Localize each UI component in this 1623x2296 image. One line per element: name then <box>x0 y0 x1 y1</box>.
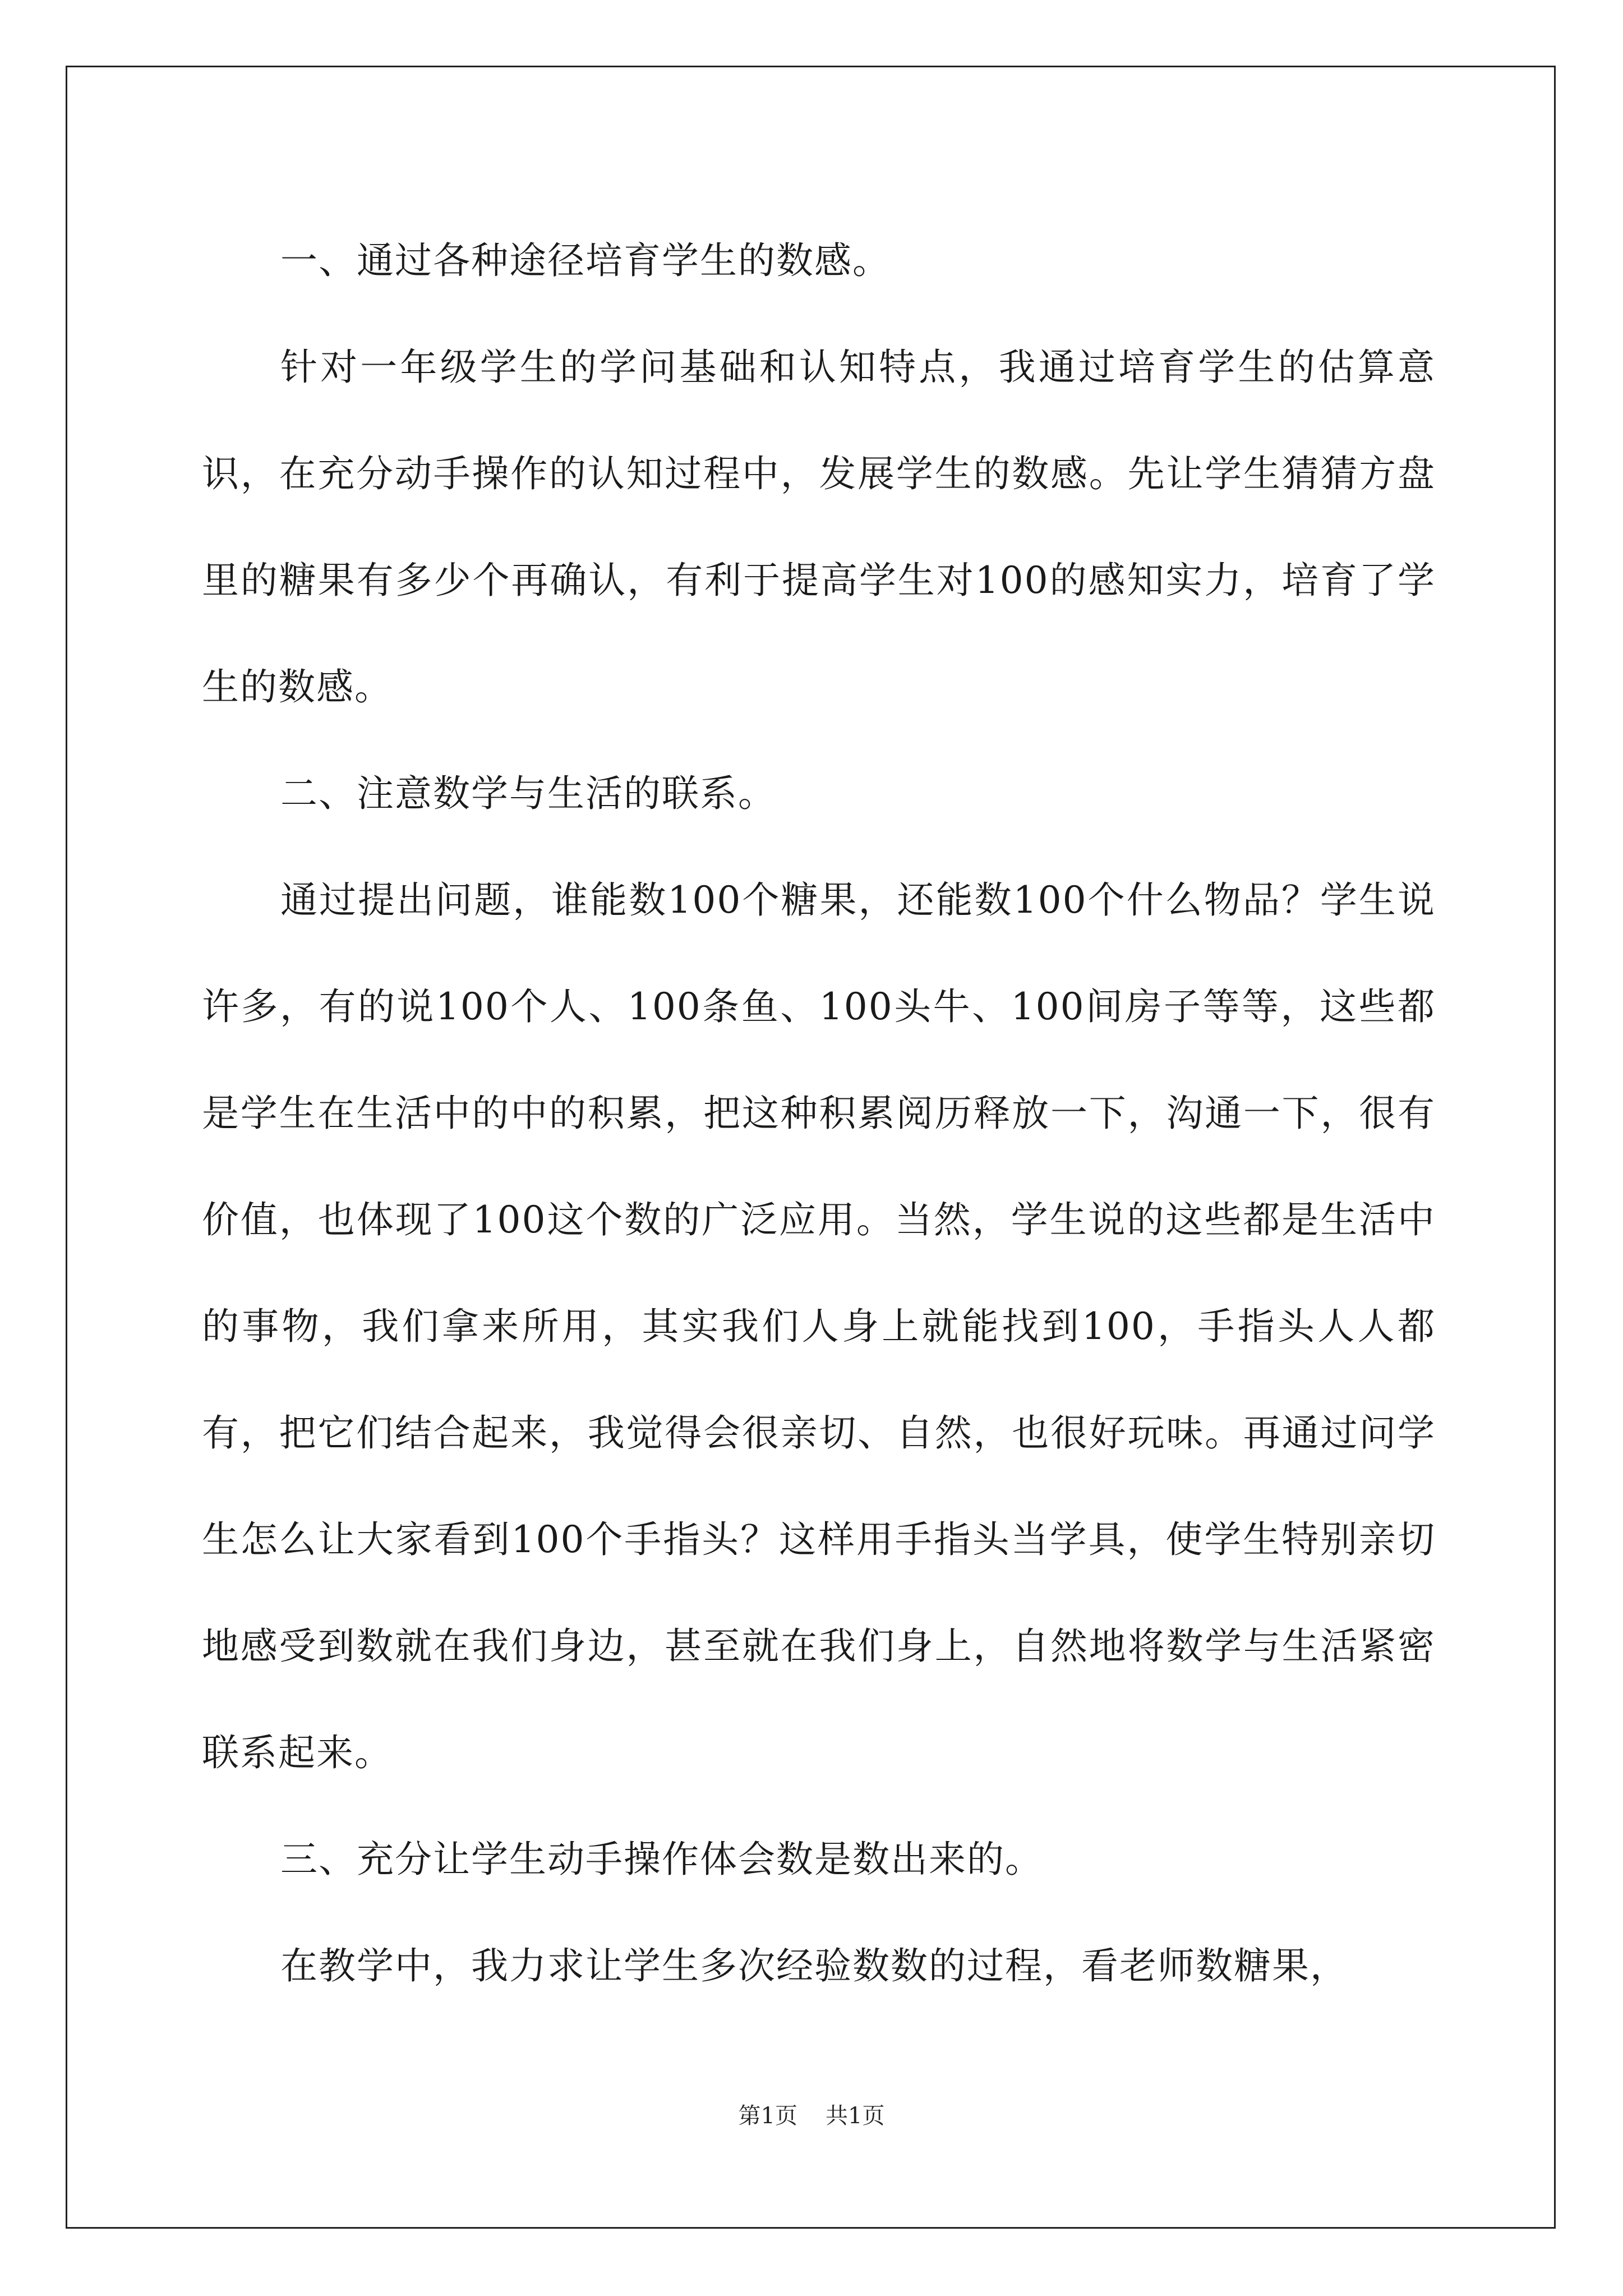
page-number: 第1页 <box>738 2103 797 2129</box>
section-heading-3: 三、充分让学生动手操作体会数是数出来的。 <box>280 1838 1043 1881</box>
page-total: 共1页 <box>826 2103 885 2129</box>
paragraph-1: 针对一年级学生的学问基础和认知特点，我通过培育学生的估算意识，在充分动手操作的认知过程中，发展学生的数感。先让学生猜猜方盘里的糖果有多少个再确认，有利于提高学生对100的感知实力，培育了学生的数感。 <box>202 346 1436 708</box>
paragraph-2: 通过提出问题，谁能数100个糖果，还能数100个什么物品？学生说许多，有的说100个人、100条鱼、100头牛、100间房子等等，这些都是学生在生活中的中的积累，把这种积累阅历释放一下，沟通一下，很有价值，也体现了100这个数的广泛应用。当然，学生说的这些都是生活中的事物，我们拿来所用，其实我们人身上就能找到100，手指头人人都有，把它们结合起来，我觉得会很亲切、自然，也很好玩味。再通过问学生怎么让大家看到100个手指头？这样用手指头当学具，使学生特别亲切地感受到数就在我们身边，甚至就在我们身上，自然地将数学与生活紧密联系起来。 <box>202 878 1436 1774</box>
section-heading-1: 一、通过各种途径培育学生的数感。 <box>280 239 891 282</box>
page-footer <box>0 2098 1623 2130</box>
document-body <box>202 208 1436 2019</box>
paragraph-3: 在教学中，我力求让学生多次经验数数的过程，看老师数糖果， <box>280 1944 1348 1987</box>
section-heading-2: 二、注意数学与生活的联系。 <box>280 772 776 815</box>
